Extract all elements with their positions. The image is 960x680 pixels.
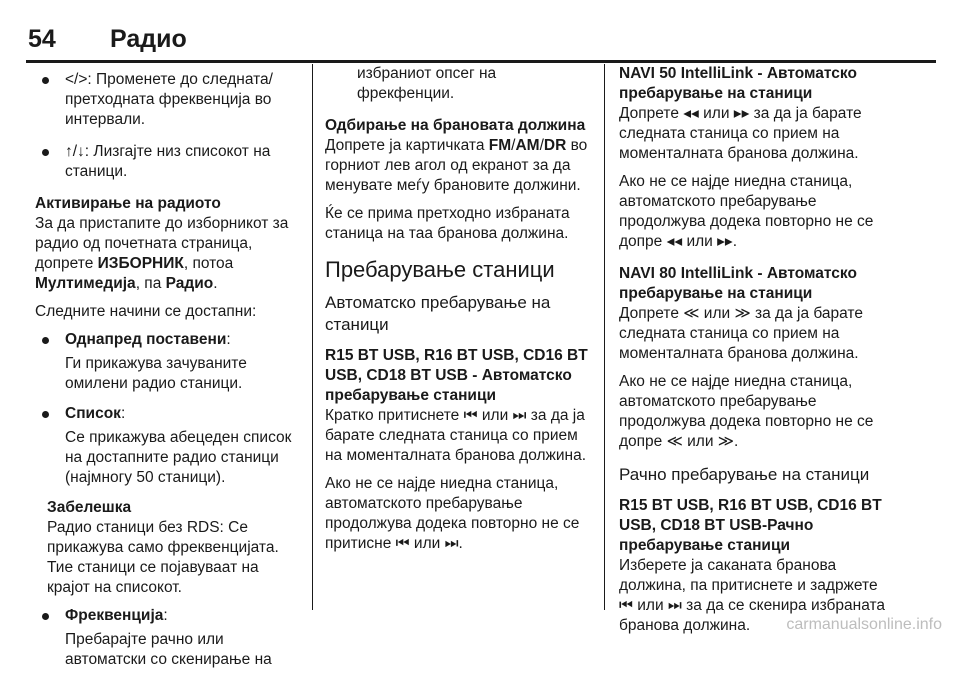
bullet-list: Список: — [35, 404, 303, 424]
paragraph-activate-radio: За да пристапите до изборникот за радио од почетната страница, допрете ИЗБОРНИК, потоа Мултимедија, па Радио. — [35, 215, 289, 292]
frequency-description-continued: избраниот опсег на фрекфенции. — [357, 65, 497, 102]
paragraph-models-auto: Кратко притиснете ⏮ или ⏭ за да ја барате следната станица со прием на моменталната бранова должина. — [325, 407, 587, 464]
column-3 — [619, 64, 889, 644]
note-text: Радио станици без RDS: Се прикажува само фреквенцијата. Тие станици се појавуваат на крајот на списокот. — [47, 519, 279, 596]
heading-navi50: NAVI 50 IntelliLink - Автоматско пребарување на станици — [619, 65, 857, 102]
paragraph-navi80: Допрете ≪ или ≫ за да ја барате следната станица со прием на моменталната бранова должина. — [619, 305, 863, 362]
radio-label: Радио — [165, 275, 214, 292]
menu-label: ИЗБОРНИК — [97, 255, 184, 272]
multimedia-label: Мултимедија — [35, 275, 136, 292]
bullet-presets: Однапред поставени: — [35, 330, 303, 350]
column-divider — [312, 64, 313, 610]
paragraph-methods: Следните начини се достапни: — [35, 303, 257, 320]
paragraph-models-auto-continue: Ако не се најде ниедна станица, автоматското пребарување продолжува додека повторно не се притисне ⏮ или ⏭. — [325, 475, 580, 552]
paragraph-navi50: Допрете ◂◂ или ▸▸ за да ја барате следната станица со прием на моменталната бранова должина. — [619, 105, 862, 162]
header-rule — [26, 60, 936, 63]
bullet-frequency-step: </>: Променете до следната/претходната фреквенција во интервали. — [35, 70, 303, 130]
watermark: carmanualsonline.info — [786, 616, 942, 633]
bullet-scroll-list: ↑/↓: Лизгајте низ списокот на станици. — [35, 142, 303, 182]
column-divider — [604, 64, 605, 610]
paragraph-band-select: Допрете ја картичката FM/AM/DR во горниот лев агол од екранот за да менувате меѓу брановите должини. — [325, 137, 588, 194]
heading-station-search: Пребарување станици — [325, 257, 555, 282]
bullet-frequency: Фреквенција: — [35, 606, 303, 626]
heading-activate-radio: Активирање на радиото — [35, 195, 221, 212]
frequency-description: Пребарајте рачно или автоматски со скенирање на — [65, 631, 272, 668]
heading-models-manual: R15 BT USB, R16 BT USB, CD16 BT USB, CD18 BT USB-Рачно пребарување станици — [619, 497, 882, 554]
paragraph-navi50-continue: Ако не се најде ниедна станица, автоматското пребарување продолжува додека повторно не се допре ◂◂ или ▸▸. — [619, 173, 874, 250]
note-heading: Забелешка — [47, 499, 132, 516]
presets-description: Ги прикажува зачуваните омилени радио станици. — [65, 355, 247, 392]
heading-auto-search: Автоматско пребарување на станици — [325, 293, 551, 334]
list-description: Се прикажува абецеден список на достапните радио станици (најмногу 50 станици). — [65, 429, 292, 486]
column-1 — [35, 64, 303, 680]
heading-models-auto: R15 BT USB, R16 BT USB, CD16 BT USB, CD18 BT USB - Автоматско пребарување станици — [325, 347, 588, 404]
fm-label: FM — [488, 137, 512, 154]
page-number: 54 — [28, 25, 56, 53]
dr-label: DR — [543, 137, 567, 154]
paragraph-navi80-continue: Ако не се најде ниедна станица, автоматското пребарување продолжува додека повторно не се допре ≪ или ≫. — [619, 373, 874, 450]
page-header — [0, 0, 960, 60]
heading-navi80: NAVI 80 IntelliLink - Автоматско пребарување на станици — [619, 265, 857, 302]
note-block — [47, 498, 303, 598]
section-title: Радио — [110, 25, 187, 53]
am-label: AM — [515, 137, 540, 154]
paragraph-models-manual: Изберете ја саканата бранова должина, па притиснете и задржете ⏮ или ⏭ за да се скенира избраната бранова должина. — [619, 557, 886, 634]
column-2 — [325, 64, 593, 562]
heading-band-select: Одбирање на брановата должина — [325, 117, 586, 134]
paragraph-band-previous: Ќе се прима претходно избраната станица на таа бранова должина. — [325, 205, 570, 242]
heading-manual-search: Рачно пребарување на станици — [619, 465, 870, 484]
